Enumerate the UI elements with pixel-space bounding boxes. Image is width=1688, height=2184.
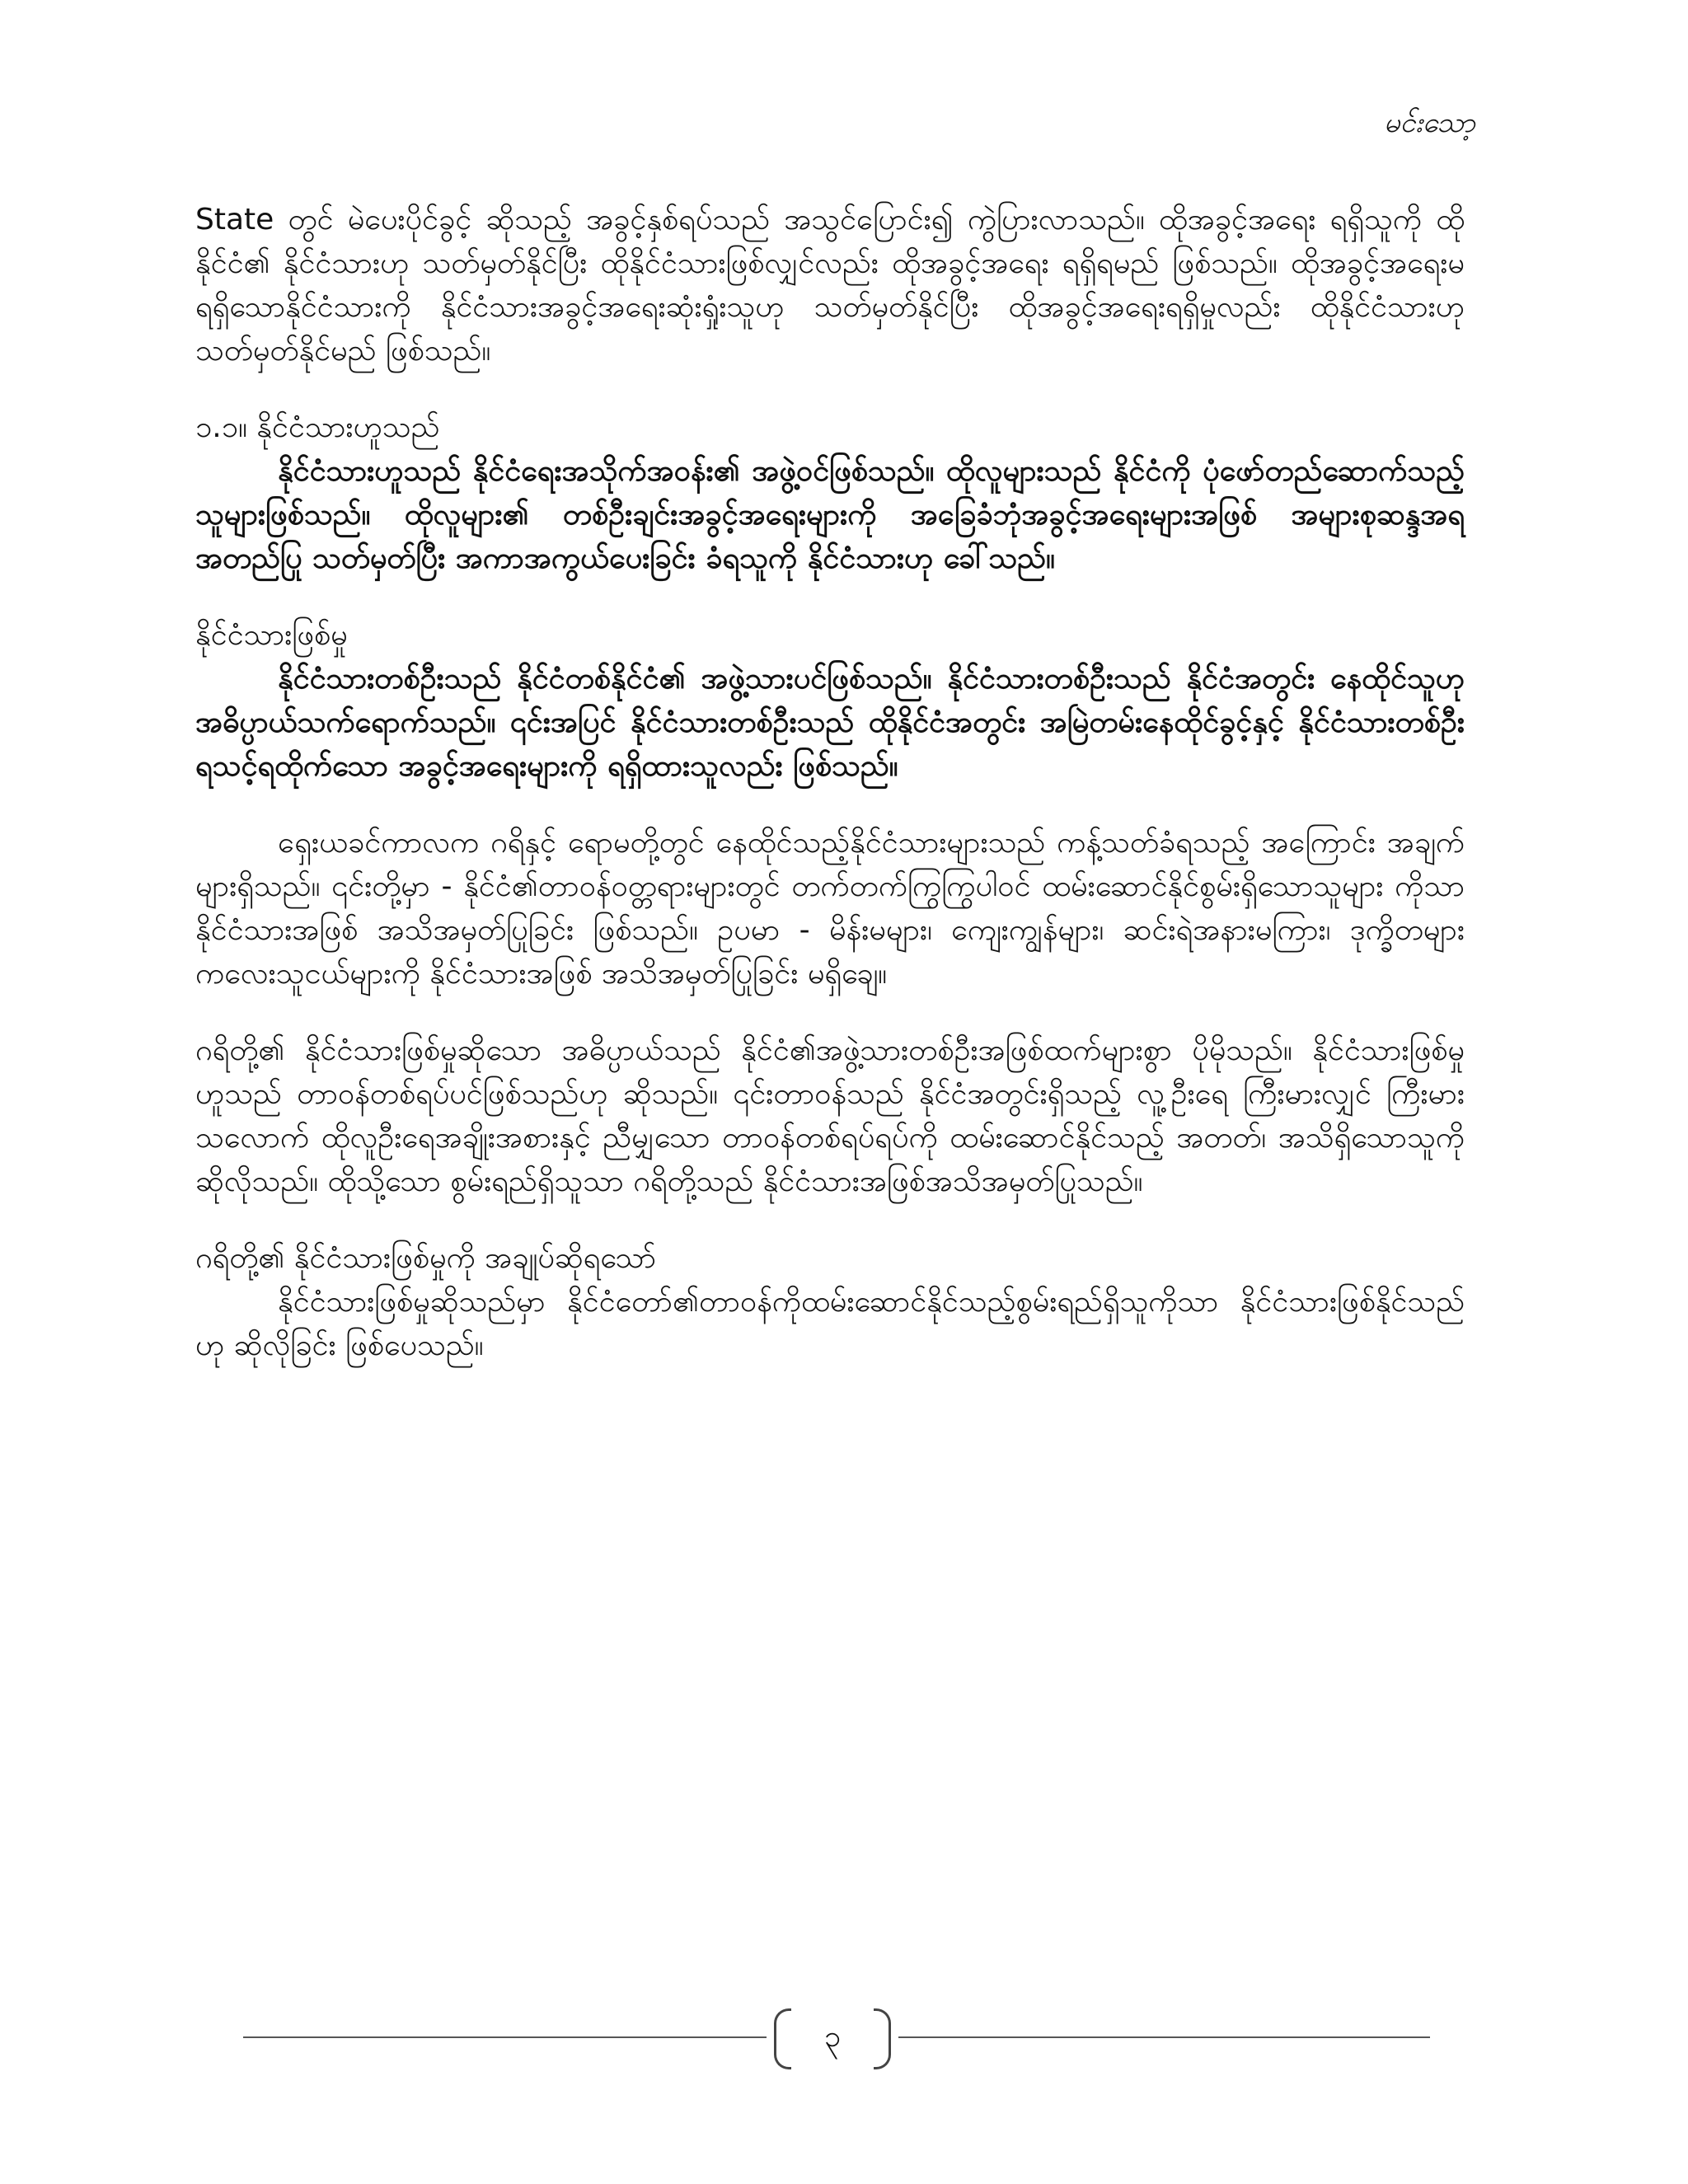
running-header-title: မင်းသော့: [1384, 106, 1475, 139]
page-footer: [243, 2004, 1430, 2070]
footer-rule-left: [243, 2036, 767, 2038]
section-1-3-heading: ၁.၁။ နိုင်ငံသားဟူသည်: [195, 410, 440, 444]
ancient-greece-rome-paragraph: ရှေးယခင်ကာလက ဂရိနှင့် ရောမတို့တွင် နေထိုင်သည့်နိုင်ငံသားများသည် ကန့်သတ်ခံရသည့် အကြောင်း အချက်များရှိသည်။ ၎င်းတို့မှာ - နိုင်ငံ၏တာဝန်ဝတ္တရားများတွင် တက်တက်ကြွကြွပါဝင် ထမ်းဆောင်နိုင်စွမ်းရှိသောသူများ ကိုသာ နိုင်ငံသားအဖြစ် အသိအမှတ်ပြုခြင်း ဖြစ်သည်။ ဥပမာ - မိန်းမများ၊ ကျေးကျွန်များ၊ ဆင်းရဲအနားမကြား၊ ဒုက္ခိတများ ကလေးသူငယ်များကို နိုင်ငံသားအဖြစ် အသိအမှတ်ပြုခြင်း မရှိချေ။: [195, 826, 1465, 991]
spacer: [195, 373, 1465, 405]
spacer: [195, 788, 1465, 821]
spacer: [195, 1203, 1465, 1236]
section-1-3-paragraph: နိုင်ငံသားဟူသည် နိုင်ငံရေးအသိုက်အဝန်း၏ အဖွဲ့ဝင်ဖြစ်သည်။ ထိုလူများသည် နိုင်ငံကို ပုံဖော်တည်ဆောက်သည့် သူများဖြစ်သည်။ ထိုလူများ၏ တစ်ဦးချင်းအခွင့်အရေးများကို အခြေခံဘုံအခွင့်အရေးများအဖြစ် အများစုဆန္ဒအရ အတည်ပြု သတ်မှတ်ပြီး အကာအကွယ်ပေးခြင်း ခံရသူကို နိုင်ငံသားဟု ခေါ်သည်။: [195, 454, 1465, 575]
page-number: ၃: [771, 2004, 894, 2070]
summary-paragraph: နိုင်ငံသားဖြစ်မှုဆိုသည်မှာ နိုင်ငံတော်၏တာဝန်ကိုထမ်းဆောင်နိုင်သည့်စွမ်းရည်ရှိသူကိုသာ နိုင်ငံသားဖြစ်နိုင်သည် ဟု ဆိုလိုခြင်း ဖြစ်ပေသည်။: [195, 1285, 1465, 1362]
footer-rule-right: [898, 2036, 1430, 2038]
citizenship-heading: နိုင်ငံသားဖြစ်မှု: [195, 618, 348, 652]
page-body: [195, 198, 1465, 1367]
summary-heading: ဂရိတို့၏ နိုင်ငံသားဖြစ်မှုကို အချုပ်ဆိုရသော်: [195, 1241, 657, 1275]
greek-citizenship-paragraph: ဂရိတို့၏ နိုင်ငံသားဖြစ်မှုဆိုသော အဓိပ္ပာယ်သည် နိုင်ငံ၏အဖွဲ့သားတစ်ဦးအဖြစ်ထက်များစွာ ပိုမိုသည်။ နိုင်ငံသားဖြစ်မှု ဟူသည် တာဝန်တစ်ရပ်ပင်ဖြစ်သည်ဟု ဆိုသည်။ ၎င်းတာဝန်သည် နိုင်ငံအတွင်းရှိသည့် လူ့ဦးရေ ကြီးမားလျှင် ကြီးမားသလောက် ထိုလူဦးရေအချိုးအစားနှင့် ညီမျှသော တာဝန်တစ်ရပ်ရပ်ကို ထမ်းဆောင်နိုင်သည့် အတတ်၊ အသိရှိသောသူကို ဆိုလိုသည်။ ထိုသို့သော စွမ်းရည်ရှိသူသာ ဂရိတို့သည် နိုင်ငံသားအဖြစ်အသိအမှတ်ပြုသည်။: [195, 1033, 1465, 1198]
intro-paragraph: State တွင် မဲပေးပိုင်ခွင့် ဆိုသည့် အခွင့်နှစ်ရပ်သည် အသွင်ပြောင်း၍ ကွဲပြားလာသည်။ ထိုအခွင့်အရေး ရရှိသူကို ထိုနိုင်ငံ၏ နိုင်ငံသားဟု သတ်မှတ်နိုင်ပြီး ထိုနိုင်ငံသားဖြစ်လျှင်လည်း ထိုအခွင့်အရေး ရရှိရမည် ဖြစ်သည်။ ထိုအခွင့်အရေးမရရှိသောနိုင်ငံသားကို နိုင်ငံသားအခွင့်အရေးဆုံးရှုံးသူဟု သတ်မှတ်နိုင်ပြီး ထိုအခွင့်အရေးရရှိမှုလည်း ထိုနိုင်ငံသားဟု သတ်မှတ်နိုင်မည် ဖြစ်သည်။: [195, 203, 1465, 368]
spacer: [195, 996, 1465, 1029]
citizenship-paragraph: နိုင်ငံသားတစ်ဦးသည် နိုင်ငံတစ်နိုင်ငံ၏ အဖွဲ့သားပင်ဖြစ်သည်။ နိုင်ငံသားတစ်ဦးသည် နိုင်ငံအတွင်း နေထိုင်သူဟု အဓိပ္ပာယ်သက်ရောက်သည်။ ၎င်းအပြင် နိုင်ငံသားတစ်ဦးသည် ထိုနိုင်ငံအတွင်း အမြဲတမ်းနေထိုင်ခွင့်နှင့် နိုင်ငံသားတစ်ဦး ရသင့်ရထိုက်သော အခွင့်အရေးများကို ရရှိထားသူလည်း ဖြစ်သည်။: [195, 662, 1465, 783]
spacer: [195, 580, 1465, 613]
